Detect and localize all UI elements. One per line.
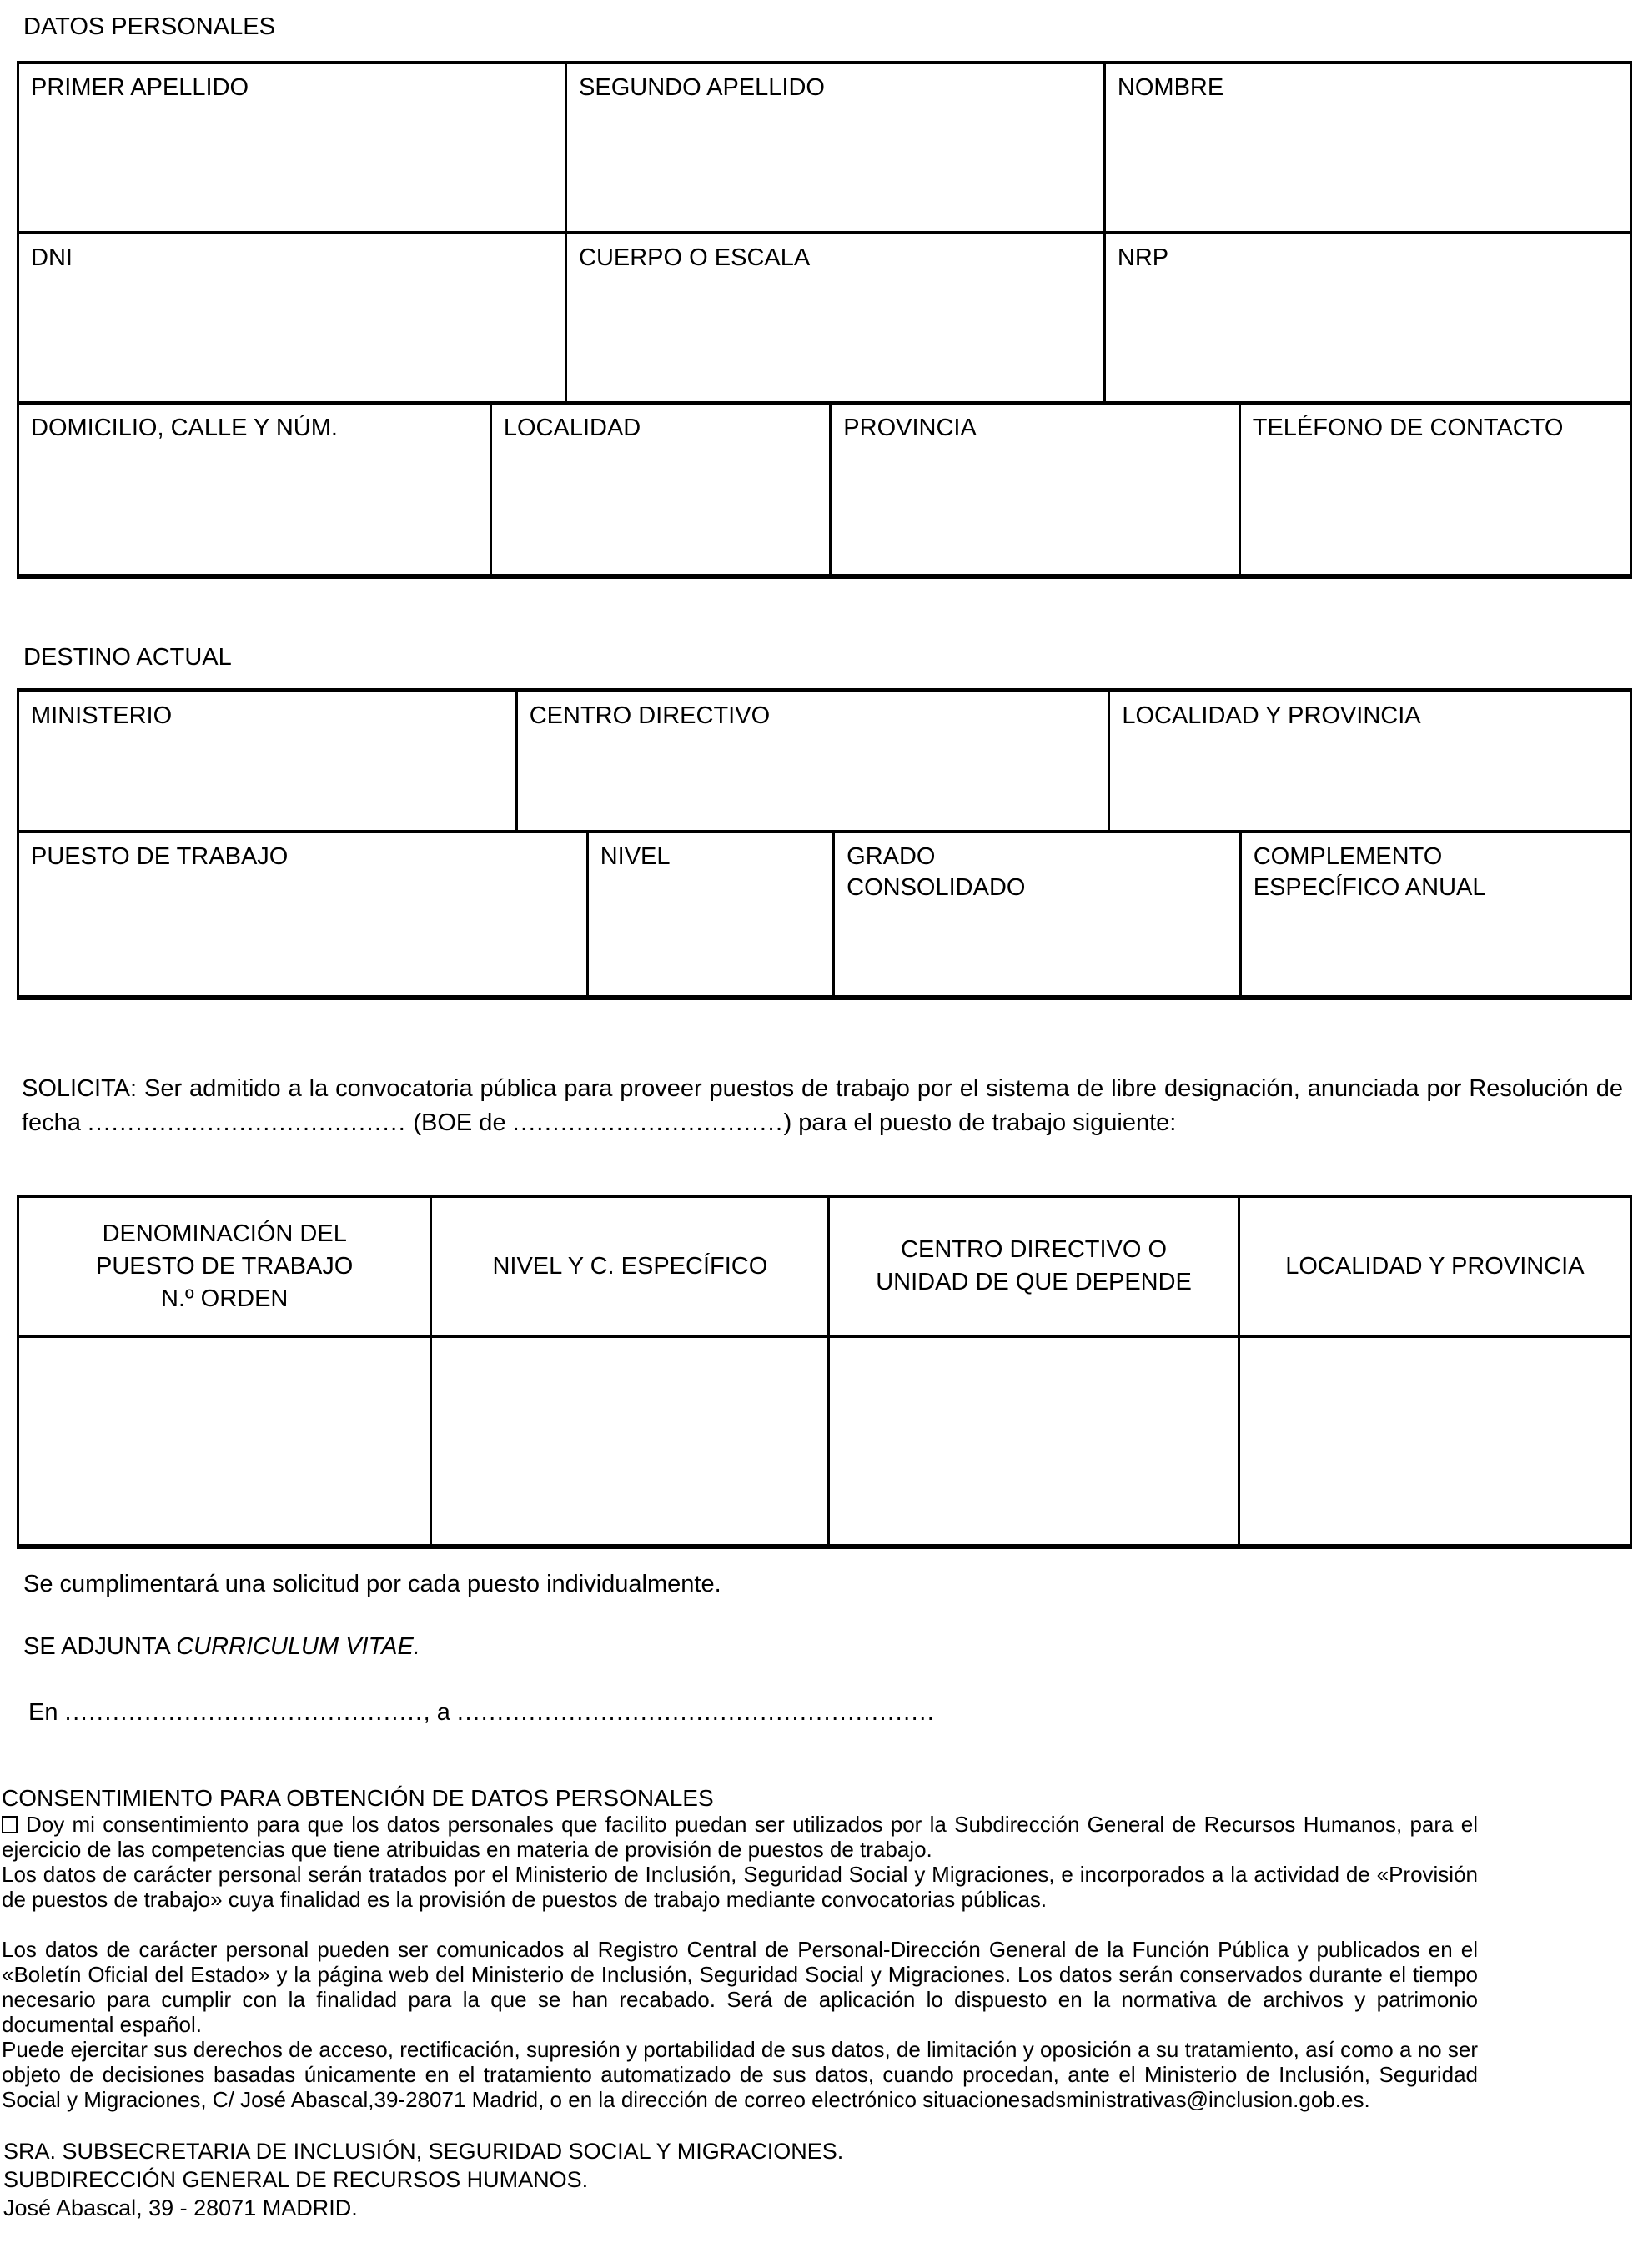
field-label: COMPLEMENTO <box>1253 843 1443 870</box>
table-row <box>19 401 1630 574</box>
adjunta-cv-line <box>23 1633 1648 1661</box>
field-localidad-provincia-puesto[interactable] <box>1238 1338 1630 1544</box>
consentimiento-section <box>2 1785 1478 2112</box>
field-cuerpo-o-escala[interactable] <box>565 234 1103 401</box>
field-label: LOCALIDAD Y PROVINCIA <box>1122 702 1421 729</box>
blank-resolucion-fecha[interactable]: ........................................ <box>88 1109 407 1136</box>
consent-paragraph-1-text: Doy mi consentimiento para que los datos personales que facilito puedan ser utilizados por la Subdirección General de Recursos Humanos, para el ejercicio de las competencias que tiene atribuidas en materia de provisión de puestos de trabajo. <box>2 1812 1478 1862</box>
field-dni[interactable] <box>19 234 565 401</box>
field-label: NOMBRE <box>1117 74 1224 101</box>
field-label: LOCALIDAD <box>503 415 641 441</box>
field-label: CONSOLIDADO <box>847 874 1026 901</box>
fecha-separator: , a <box>423 1699 457 1726</box>
destino-actual-table <box>17 688 1632 1000</box>
consent-title: CONSENTIMIENTO PARA OBTENCIÓN DE DATOS PERSONALES <box>2 1785 714 1811</box>
field-label: PRIMER APELLIDO <box>31 74 249 101</box>
field-label: PROVINCIA <box>843 415 977 441</box>
adjunta-prefix: SE ADJUNTA <box>23 1633 177 1660</box>
consent-paragraph-1 <box>2 1812 1478 1862</box>
footer-street-address: José Abascal, 39 - 28071 MADRID. <box>3 2195 358 2220</box>
curriculum-vitae-italic: CURRICULUM VITAE. <box>176 1633 420 1660</box>
field-label: TELÉFONO DE CONTACTO <box>1252 415 1564 441</box>
blank-dia[interactable]: ............................................................ <box>456 1699 936 1726</box>
col-header-denominacion-puesto: DENOMINACIÓN DEL PUESTO DE TRABAJO N.º ORDEN <box>96 1219 354 1312</box>
table-row <box>19 64 1630 231</box>
field-label: PUESTO DE TRABAJO <box>31 843 289 870</box>
blank-boe-fecha[interactable]: .................................. <box>512 1109 784 1136</box>
nota-una-solicitud: Se cumplimentará una solicitud por cada puesto individualmente. <box>23 1571 721 1597</box>
field-label: CENTRO DIRECTIVO <box>529 702 771 729</box>
table-body-row <box>19 1335 1630 1544</box>
field-label: CUERPO O ESCALA <box>579 244 811 271</box>
solicita-text-part: (BOE de <box>406 1109 513 1136</box>
field-domicilio[interactable] <box>19 405 490 574</box>
blank-lugar[interactable]: ............................................. <box>64 1699 424 1726</box>
field-label: DNI <box>31 244 73 271</box>
section-title-datos-personales: DATOS PERSONALES <box>23 13 275 40</box>
field-label: SEGUNDO APELLIDO <box>579 74 825 101</box>
field-nrp[interactable] <box>1103 234 1630 401</box>
field-centro-directivo[interactable] <box>515 692 1108 830</box>
datos-personales-table <box>17 61 1632 579</box>
field-label: GRADO <box>847 843 936 870</box>
puestos-solicitados-table <box>17 1195 1632 1549</box>
field-ministerio[interactable] <box>19 692 515 830</box>
table-header-row <box>19 1198 1630 1335</box>
col-header-centro-directivo-unidad: CENTRO DIRECTIVO O UNIDAD DE QUE DEPENDE <box>827 1198 1237 1335</box>
field-nombre[interactable] <box>1103 64 1630 231</box>
field-centro-directivo-unidad[interactable] <box>827 1338 1237 1544</box>
field-label: NRP <box>1117 244 1169 271</box>
consent-paragraph-3: Los datos de carácter personal pueden ser comunicados al Registro Central de Personal-Dirección General de la Función Pública y publicados en el «Boletín Oficial del Estado» y la página web del Ministerio de Inclusión, Seguridad Social y Migraciones. Los datos serán conservados durante el tiempo necesario para cumplir con la finalidad para la que se han recabado. Será de aplicación lo dispuesto en la normativa de archivos y patrimonio documental español. <box>2 1937 1478 2037</box>
solicita-text <box>22 1072 1623 1140</box>
field-primer-apellido[interactable] <box>19 64 565 231</box>
field-localidad-y-provincia[interactable] <box>1108 692 1630 830</box>
field-localidad[interactable] <box>490 405 829 574</box>
field-label: ESPECÍFICO ANUAL <box>1253 874 1486 901</box>
footer-subdireccion: SUBDIRECCIÓN GENERAL DE RECURSOS HUMANOS. <box>3 2167 589 2192</box>
solicita-text-part: ) para el puesto de trabajo siguiente: <box>783 1109 1177 1136</box>
field-label: DOMICILIO, CALLE Y NÚM. <box>31 415 338 441</box>
field-puesto-de-trabajo[interactable] <box>19 833 586 995</box>
field-complemento-especifico[interactable] <box>1239 833 1630 995</box>
section-title-destino-actual: DESTINO ACTUAL <box>23 644 232 671</box>
table-row <box>19 231 1630 401</box>
field-label: NIVEL <box>600 843 671 870</box>
solicita-text-part: SOLICITA: Ser admitido a la convocatoria pública para proveer puestos de trabajo por el sistema de libre designación, anunciada por Resolución de fecha <box>22 1075 1623 1136</box>
fecha-prefix: En <box>28 1699 65 1726</box>
footer-addressee: SRA. SUBSECRETARIA DE INCLUSIÓN, SEGURIDAD SOCIAL Y MIGRACIONES. <box>3 2139 844 2164</box>
consent-paragraph-2: Los datos de carácter personal serán tratados por el Ministerio de Inclusión, Seguridad Social y Migraciones, e incorporados a la actividad de «Provisión de puestos de trabajo» cuya finalidad es la provisión de puestos de trabajo mediante convocatorias públicas. <box>2 1862 1478 1912</box>
field-label: MINISTERIO <box>31 702 173 729</box>
col-header-nivel-c-especifico: NIVEL Y C. ESPECÍFICO <box>430 1198 827 1335</box>
field-denominacion-puesto[interactable] <box>19 1338 430 1544</box>
footer-address-block <box>3 2137 1648 2222</box>
field-nivel[interactable] <box>586 833 832 995</box>
consent-paragraph-4: Puede ejercitar sus derechos de acceso, rectificación, supresión y portabilidad de sus datos, de limitación y oposición a su tratamiento, así como a no ser objeto de decisiones basadas únicamente en el tratamiento automatizado de sus datos, cuando procedan, ante el Ministerio de Inclusión, Seguridad Social y Migraciones, C/ José Abascal,39-28071 Madrid, o en la dirección de correo electrónico situacionesadsministrativas@inclusion.gob.es. <box>2 2037 1478 2112</box>
lugar-fecha-line <box>28 1699 1648 1727</box>
consent-checkbox[interactable] <box>2 1816 18 1833</box>
field-provincia[interactable] <box>829 405 1238 574</box>
col-header-localidad-provincia: LOCALIDAD Y PROVINCIA <box>1238 1198 1630 1335</box>
field-nivel-c-especifico[interactable] <box>430 1338 827 1544</box>
table-row <box>19 692 1630 830</box>
field-telefono-contacto[interactable] <box>1239 405 1630 574</box>
field-grado-consolidado[interactable] <box>832 833 1239 995</box>
table-row <box>19 830 1630 995</box>
field-segundo-apellido[interactable] <box>565 64 1103 231</box>
